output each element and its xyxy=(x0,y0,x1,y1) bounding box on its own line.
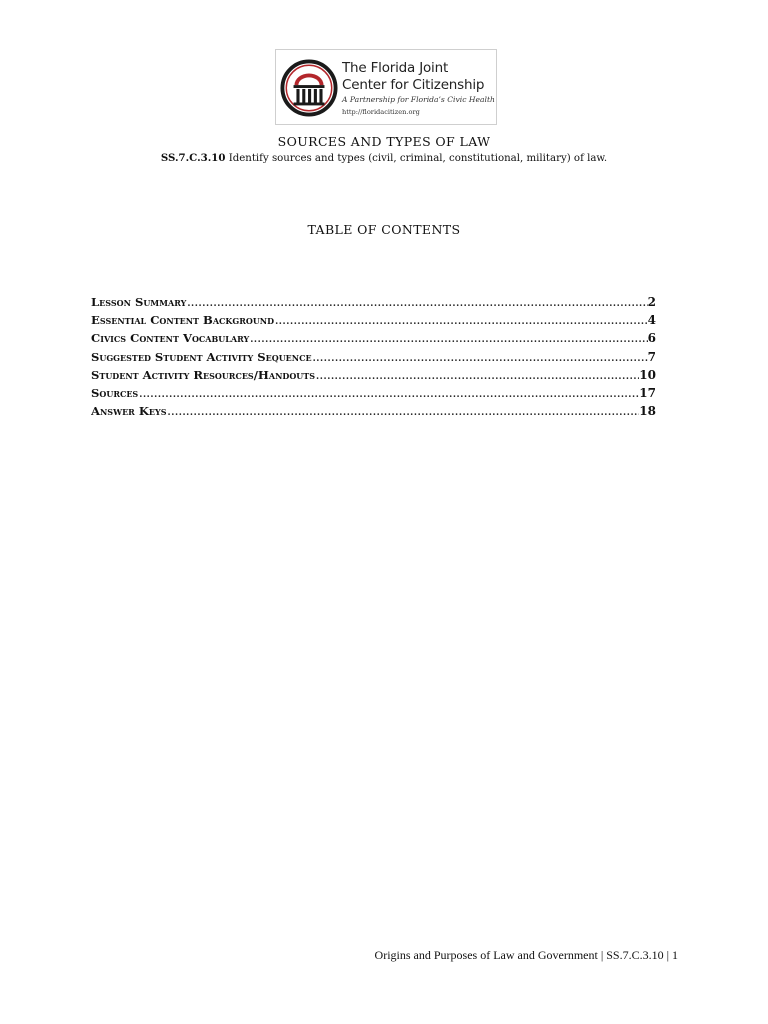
logo-url: http://floridacitizen.org xyxy=(342,108,420,116)
toc-heading: TABLE OF CONTENTS xyxy=(307,222,461,237)
toc-leader-dots xyxy=(312,354,648,364)
florida-joint-center-logo xyxy=(275,49,497,125)
logo-title-line1: The Florida Joint xyxy=(342,60,449,76)
toc-entry[interactable] xyxy=(91,313,656,331)
toc-entry-label: Answer Keys xyxy=(91,404,167,419)
toc-entry-page: 4 xyxy=(647,313,656,328)
capitol-seal-icon xyxy=(280,59,338,117)
toc-entry-label: Student Activity Resources/Handouts xyxy=(91,367,316,382)
toc-entry-label: Lesson Summary xyxy=(91,295,187,309)
toc-leader-dots xyxy=(274,317,648,327)
toc-entry-page: 17 xyxy=(639,385,656,400)
toc-leader-dots xyxy=(186,299,647,309)
toc-entry-page: 2 xyxy=(647,295,656,309)
toc-entry[interactable] xyxy=(91,368,656,386)
toc-entry-page: 6 xyxy=(647,331,656,346)
toc-leader-dots xyxy=(138,390,639,400)
benchmark-statement xyxy=(0,152,768,164)
toc-entry-label: Essential Content Background xyxy=(91,313,275,328)
document-title: SOURCES AND TYPES OF LAW xyxy=(277,134,491,149)
toc-entry[interactable] xyxy=(91,295,656,313)
toc-entry[interactable] xyxy=(91,350,656,368)
benchmark-code: SS.7.C.3.10 xyxy=(160,152,226,164)
toc-entry[interactable] xyxy=(91,404,656,422)
page-footer: Origins and Purposes of Law and Government | SS.7.C.3.10 | 1 xyxy=(374,948,678,962)
toc-entry[interactable] xyxy=(91,386,656,404)
toc-entry-label: Suggested Student Activity Sequence xyxy=(91,349,312,364)
toc-entry[interactable] xyxy=(91,331,656,349)
toc-entry-label: Civics Content Vocabulary xyxy=(91,331,250,346)
benchmark-text: Identify sources and types (civil, criminal, constitutional, military) of law. xyxy=(228,153,608,164)
toc-leader-dots xyxy=(315,372,639,382)
logo-title xyxy=(342,60,484,94)
logo-title-line2: Center for Citizenship xyxy=(342,77,485,93)
logo-tagline: A Partnership for Florida’s Civic Health xyxy=(342,95,495,104)
toc-entry-page: 18 xyxy=(639,404,656,419)
toc-leader-dots xyxy=(167,408,640,418)
toc-entry-page: 7 xyxy=(647,349,656,364)
toc-leader-dots xyxy=(249,335,647,345)
toc-entry-page: 10 xyxy=(639,367,656,382)
toc-entry-label: Sources xyxy=(91,385,139,400)
table-of-contents xyxy=(91,295,656,422)
